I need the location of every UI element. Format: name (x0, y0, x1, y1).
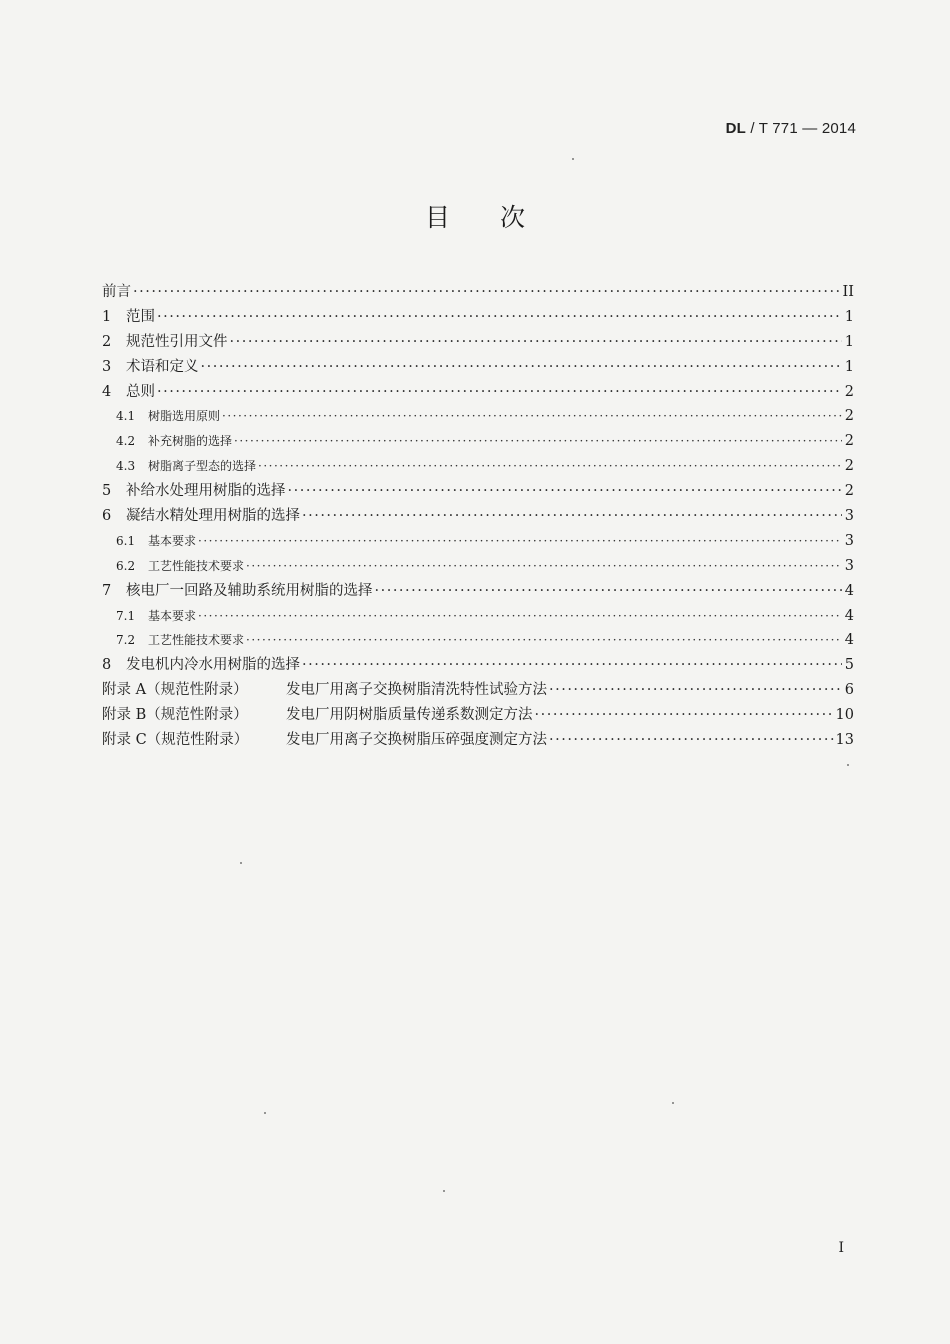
toc-subentry[interactable] (102, 454, 854, 479)
toc-entry[interactable] (102, 653, 854, 678)
toc-clause-number: 7.2 (116, 633, 136, 648)
dot-leader (246, 628, 842, 653)
toc-page-number: 10 (835, 707, 854, 724)
dot-leader (198, 529, 842, 554)
scan-speck (240, 862, 242, 864)
toc-page-number: 3 (844, 508, 854, 525)
toc-clause-number: 6.1 (116, 533, 136, 548)
toc-annex-entry[interactable] (102, 703, 854, 728)
toc-clause-number: 7 (102, 582, 112, 599)
toc-page-number: 1 (844, 358, 854, 375)
toc-page-number: 1 (844, 333, 854, 350)
page-title: 目次 (424, 203, 575, 232)
toc-label: 范围 (126, 308, 155, 325)
toc-clause-number: 4.1 (116, 409, 136, 424)
document-code (726, 120, 856, 137)
toc-annex-entry[interactable] (102, 728, 854, 753)
toc-label: 总则 (126, 383, 155, 400)
scan-speck (443, 1190, 445, 1192)
annex-designation: 附录 B（规范性附录） (102, 707, 248, 724)
toc-label: 树脂离子型态的选择 (148, 459, 257, 474)
toc-label: 规范性引用文件 (126, 333, 228, 350)
toc-page-number: 2 (844, 408, 854, 425)
toc-label: 树脂选用原则 (148, 409, 221, 424)
toc-clause-number: 2 (102, 333, 112, 350)
toc-page-number: 4 (844, 582, 854, 599)
dot-leader (549, 728, 834, 753)
toc-entry[interactable] (102, 355, 854, 380)
toc-entry[interactable] (102, 504, 854, 529)
toc-label: 发电机内冷水用树脂的选择 (126, 657, 300, 674)
scan-speck (672, 1102, 674, 1104)
annex-designation: 附录 A（规范性附录） (102, 682, 248, 699)
dot-leader (133, 280, 841, 305)
dot-leader (157, 380, 842, 405)
toc-page-number: 4 (844, 632, 854, 649)
dot-leader (258, 454, 842, 479)
toc-subentry[interactable] (102, 554, 854, 579)
toc-entry[interactable] (102, 579, 854, 604)
toc-subentry[interactable] (102, 404, 854, 429)
dot-leader (549, 678, 842, 703)
page-folio: I (838, 1240, 844, 1256)
toc-label: 基本要求 (148, 533, 197, 548)
toc-label: 发电厂用离子交换树脂清洗特性试验方法 (286, 682, 547, 699)
table-of-contents (102, 280, 854, 753)
toc-subentry[interactable] (102, 529, 854, 554)
toc-page-number: 2 (844, 483, 854, 500)
toc-entry[interactable] (102, 479, 854, 504)
toc-label: 补充树脂的选择 (148, 434, 233, 449)
toc-label: 发电厂用阴树脂质量传递系数测定方法 (286, 707, 533, 724)
toc-subentry[interactable] (102, 628, 854, 653)
toc-page-number: 1 (844, 308, 854, 325)
scan-speck (264, 1112, 266, 1114)
dot-leader (201, 355, 843, 380)
toc-entry[interactable] (102, 380, 854, 405)
toc-label: 凝结水精处理用树脂的选择 (126, 508, 300, 525)
doc-prefix: DL (725, 120, 746, 137)
dot-leader (302, 504, 842, 529)
dot-leader (234, 429, 842, 454)
toc-page-number: 2 (844, 383, 854, 400)
dot-leader (157, 305, 842, 330)
toc-entry[interactable] (102, 305, 854, 330)
toc-clause-number: 5 (102, 483, 112, 500)
toc-clause-number: 3 (102, 358, 112, 375)
toc-label: 工艺性能技术要求 (148, 558, 245, 573)
dot-leader (246, 554, 842, 579)
toc-label: 术语和定义 (126, 358, 199, 375)
toc-clause-number: 6 (102, 508, 112, 525)
dot-leader (288, 479, 843, 504)
toc-page-number: 2 (844, 458, 854, 475)
dot-leader (198, 604, 842, 629)
toc-label: 基本要求 (148, 608, 197, 623)
toc-annex-entry[interactable] (102, 678, 854, 703)
dot-leader (302, 653, 842, 678)
scan-speck (572, 158, 574, 160)
toc-label: 核电厂一回路及辅助系统用树脂的选择 (126, 582, 373, 599)
toc-clause-number: 4 (102, 383, 112, 400)
dot-leader (222, 404, 842, 429)
toc-label: 发电厂用离子交换树脂压碎强度测定方法 (286, 732, 547, 749)
toc-clause-number: 4.2 (116, 434, 136, 449)
toc-page-number: 3 (844, 532, 854, 549)
toc-label: 前言 (102, 284, 131, 300)
toc-clause-number: 1 (102, 308, 112, 325)
dot-leader (535, 703, 834, 728)
scan-speck (847, 764, 849, 766)
doc-number: / T 771 — 2014 (745, 120, 856, 137)
toc-page-number: 13 (835, 732, 854, 749)
toc-page-number: 5 (844, 657, 854, 674)
toc-page-number: 6 (844, 682, 854, 699)
toc-subentry[interactable] (102, 429, 854, 454)
toc-clause-number: 6.2 (116, 558, 136, 573)
toc-entry[interactable] (102, 330, 854, 355)
toc-clause-number: 7.1 (116, 608, 136, 623)
toc-page-number: 4 (844, 607, 854, 624)
toc-label: 补给水处理用树脂的选择 (126, 483, 286, 500)
toc-clause-number: 8 (102, 657, 112, 674)
toc-clause-number: 4.3 (116, 459, 136, 474)
annex-designation: 附录 C（规范性附录） (102, 732, 249, 749)
dot-leader (375, 579, 843, 604)
dot-leader (230, 330, 843, 355)
toc-page-number: 2 (844, 433, 854, 450)
toc-label: 工艺性能技术要求 (148, 633, 245, 648)
toc-subentry[interactable] (102, 604, 854, 629)
toc-entry-foreword[interactable] (102, 280, 854, 305)
toc-page-number: II (842, 284, 854, 300)
toc-page-number: 3 (844, 557, 854, 574)
